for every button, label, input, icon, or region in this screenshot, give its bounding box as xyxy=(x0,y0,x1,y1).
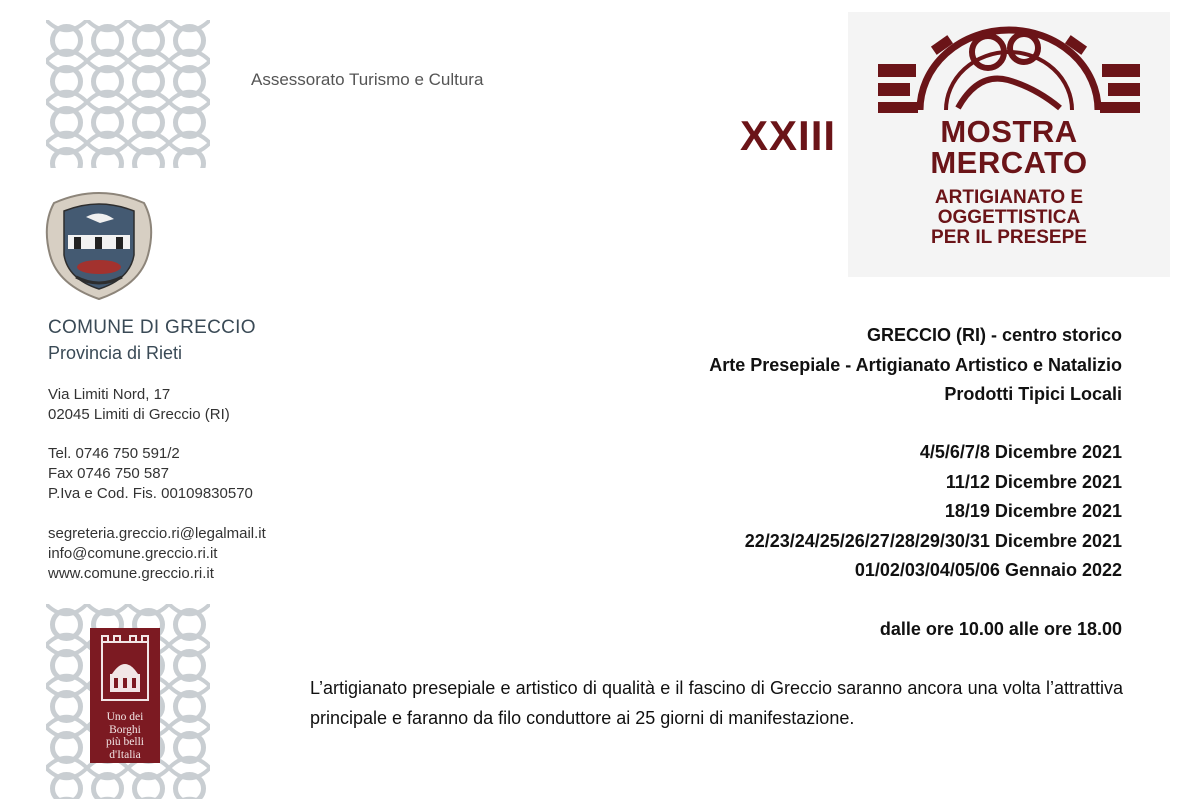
provincia-name: Provincia di Rieti xyxy=(48,343,183,363)
event-description: L’artigianato presepiale e artistico di qualità e il fascino di Greccio saranno ancora una volta l’attrattiva principale e faranno da filo conduttore ai 25 giorni di manifestazione. xyxy=(310,678,1123,728)
assessorato-label: Assessorato Turismo e Cultura xyxy=(251,70,484,89)
badge-line: Borghi xyxy=(109,723,141,736)
logo-subtitle-line: PER IL PRESEPE xyxy=(931,227,1087,248)
event-date-line: 22/23/24/25/26/27/28/29/30/31 Dicembre 2021 xyxy=(744,530,1122,551)
info-email-link[interactable]: info@comune.greccio.ri.it xyxy=(48,545,218,562)
castle-icon xyxy=(90,628,160,708)
vat-number: P.Iva e Cod. Fis. 00109830570 xyxy=(48,485,253,502)
badge-line: più belli xyxy=(105,736,144,748)
event-category-line: Arte Presepiale - Artigianato Artistico e Natalizio xyxy=(709,354,1122,375)
logo-title-line: MOSTRA xyxy=(940,114,1078,149)
website-link[interactable]: www.comune.greccio.ri.it xyxy=(48,565,214,582)
address-block xyxy=(48,385,230,425)
address-line: 02045 Limiti di Greccio (RI) xyxy=(48,406,230,423)
mostra-mercato-logo xyxy=(848,12,1170,277)
event-date-line: 18/19 Dicembre 2021 xyxy=(944,501,1122,521)
logo-title-line: MERCATO xyxy=(930,145,1088,180)
badge-line: d'Italia xyxy=(109,748,141,761)
contacts-block xyxy=(48,444,253,504)
web-contacts-block xyxy=(48,524,266,584)
comune-name: COMUNE DI GRECCIO xyxy=(48,317,256,338)
phone-number: Tel. 0746 750 591/2 xyxy=(48,445,180,462)
edition-number: XXIII xyxy=(740,112,837,159)
event-date-line: 11/12 Dicembre 2021 xyxy=(945,471,1122,492)
fax-number: Fax 0746 750 587 xyxy=(48,465,169,482)
decorative-pattern-top xyxy=(46,20,210,168)
coat-of-arms-emblem xyxy=(40,185,158,303)
event-date-line: 4/5/6/7/8 Dicembre 2021 xyxy=(919,442,1122,462)
event-hours: dalle ore 10.00 alle ore 18.00 xyxy=(879,619,1122,639)
badge-line: Uno dei xyxy=(106,711,144,723)
logo-subtitle-line: ARTIGIANATO E xyxy=(934,187,1084,208)
event-date-line: 01/02/03/04/05/06 Gennaio 2022 xyxy=(854,560,1122,580)
logo-subtitle-line: OGGETTISTICA xyxy=(937,207,1081,228)
event-place-line: GRECCIO (RI) - centro storico xyxy=(866,325,1122,345)
event-dates-block xyxy=(745,438,1122,586)
event-place-block xyxy=(709,321,1122,410)
pec-email-link[interactable]: segreteria.greccio.ri@legalmail.it xyxy=(48,525,266,542)
address-line: Via Limiti Nord, 17 xyxy=(48,386,171,403)
borghi-piu-belli-badge xyxy=(90,628,160,763)
event-category-line: Prodotti Tipici Locali xyxy=(944,384,1122,404)
